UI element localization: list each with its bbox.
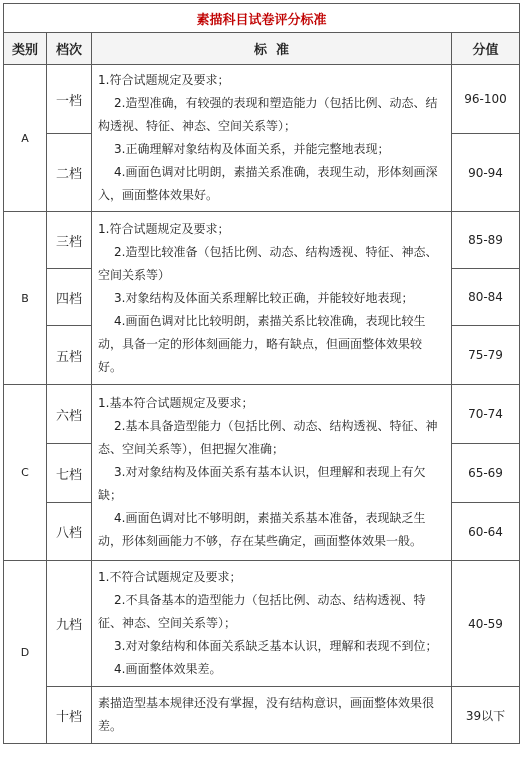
criteria-d-1: 1.不符合试题规定及要求； (98, 570, 242, 584)
criteria-a (92, 65, 452, 212)
criteria-d-3: 3.对对象结构和体面关系缺乏基本认识，理解和表现不到位； (114, 639, 438, 653)
score-9: 40-59 (452, 561, 520, 687)
title-row (4, 4, 520, 33)
criteria-c-4: 4.画面色调对比不够明朗，素描关系基本准备，表现缺乏生动，形体刻画能力不够，存在某些确定，画面整体效果一般。 (98, 511, 426, 548)
score-7: 65-69 (452, 444, 520, 503)
level-2: 二档 (47, 134, 92, 212)
level-3: 三档 (47, 212, 92, 269)
category-d: D (4, 561, 47, 744)
level-9: 九档 (47, 561, 92, 687)
score-10: 39以下 (452, 687, 520, 744)
header-standard: 标 准 (92, 33, 452, 65)
criteria-d (92, 561, 452, 687)
category-b: B (4, 212, 47, 385)
criteria-c-3: 3.对对象结构及体面关系有基本认识，但理解和表现上有欠缺； (98, 465, 426, 502)
criteria-d-4: 4.画面整体效果差。 (114, 662, 222, 676)
header-score: 分值 (452, 33, 520, 65)
criteria-a-1: 1.符合试题规定及要求； (98, 73, 230, 87)
score-2: 90-94 (452, 134, 520, 212)
category-a: A (4, 65, 47, 212)
criteria-a-4: 4.画面色调对比明朗，素描关系准确，表现生动，形体刻画深入，画面整体效果好。 (98, 165, 438, 202)
table-row (4, 212, 520, 269)
criteria-tenth: 素描造型基本规律还没有掌握，没有结构意识，画面整体效果很差。 (92, 687, 452, 744)
table-row (4, 65, 520, 134)
level-7: 七档 (47, 444, 92, 503)
score-3: 85-89 (452, 212, 520, 269)
criteria-b-3: 3.对象结构及体面关系理解比较正确，并能较好地表现； (114, 290, 414, 305)
score-6: 70-74 (452, 385, 520, 444)
score-1: 96-100 (452, 65, 520, 134)
criteria-a-3: 3.正确理解对象结构及体面关系，并能完整地表现； (114, 142, 390, 156)
criteria-b-1: 1.符合试题规定及要求； (98, 221, 230, 236)
header-level: 档次 (47, 33, 92, 65)
score-4: 80-84 (452, 269, 520, 326)
criteria-c (92, 385, 452, 561)
level-10: 十档 (47, 687, 92, 744)
level-1: 一档 (47, 65, 92, 134)
table-row (4, 561, 520, 687)
level-8: 八档 (47, 503, 92, 561)
level-5: 五档 (47, 326, 92, 385)
criteria-b-4: 4.画面色调对比比较明朗，素描关系比较准确，表现比较生动，具备一定的形体刻画能力，略有缺点，但画面整体效果较好。 (98, 313, 426, 374)
table-row (4, 687, 520, 744)
criteria-c-1: 1.基本符合试题规定及要求； (98, 396, 254, 410)
criteria-b-2: 2.造型比较准备（包括比例、动态、结构透视、特征、神态、空间关系等） (98, 244, 438, 282)
category-c: C (4, 385, 47, 561)
score-5: 75-79 (452, 326, 520, 385)
scoring-table (3, 3, 520, 744)
level-6: 六档 (47, 385, 92, 444)
table-title: 素描科目试卷评分标准 (4, 4, 520, 33)
level-4: 四档 (47, 269, 92, 326)
criteria-b (92, 212, 452, 385)
criteria-c-2: 2.基本具备造型能力（包括比例、动态、结构透视、特征、神态、空间关系等），但把握欠准确； (98, 419, 438, 456)
header-row (4, 33, 520, 65)
score-8: 60-64 (452, 503, 520, 561)
criteria-a-2: 2.造型准确，有较强的表现和塑造能力（包括比例、动态、结构透视、特征、神态、空间关系等）； (98, 96, 438, 133)
criteria-d-2: 2.不具备基本的造型能力（包括比例、动态、结构透视、特征、神态、空间关系等）； (98, 593, 426, 630)
table-row (4, 385, 520, 444)
header-category: 类别 (4, 33, 47, 65)
